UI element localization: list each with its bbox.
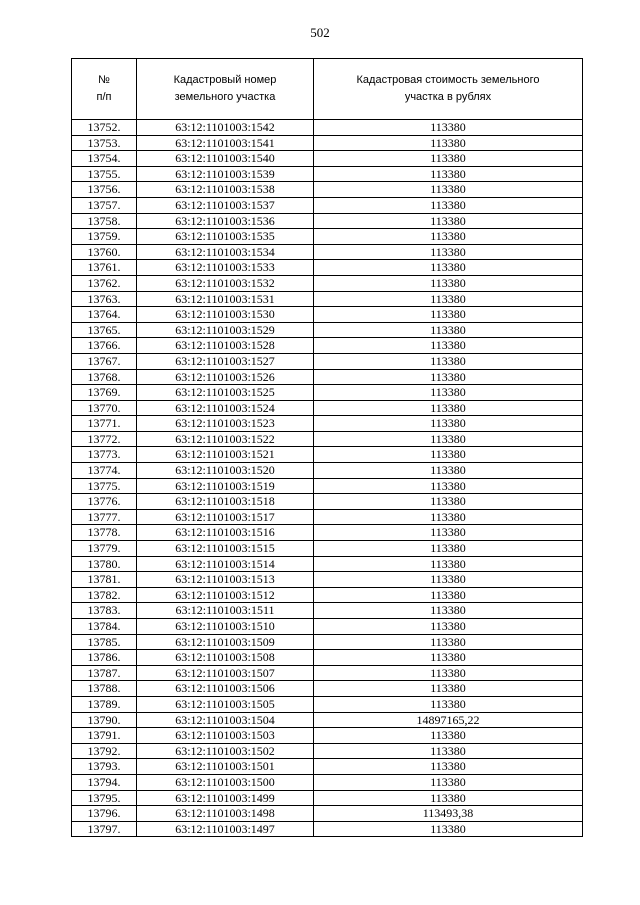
table-row <box>72 541 583 557</box>
table-row <box>72 135 583 151</box>
row-number-cell: 13772. <box>72 431 137 447</box>
row-number-cell: 13758. <box>72 213 137 229</box>
table-body <box>72 120 583 837</box>
cadastral-value-cell: 113380 <box>314 463 583 479</box>
cadastral-number-cell: 63:12:1101003:1533 <box>137 260 314 276</box>
cadastral-value-cell: 113380 <box>314 229 583 245</box>
table-row <box>72 431 583 447</box>
cadastral-number-cell: 63:12:1101003:1504 <box>137 712 314 728</box>
cadastral-value-cell: 113380 <box>314 541 583 557</box>
table-row <box>72 806 583 822</box>
cadastral-value-cell: 113380 <box>314 494 583 510</box>
table-row <box>72 120 583 136</box>
table-row <box>72 447 583 463</box>
row-number-cell: 13763. <box>72 291 137 307</box>
header-cadastral-number: Кадастровый номер земельного участка <box>137 59 314 120</box>
row-number-cell: 13776. <box>72 494 137 510</box>
cadastral-number-cell: 63:12:1101003:1542 <box>137 120 314 136</box>
cadastral-number-cell: 63:12:1101003:1517 <box>137 509 314 525</box>
cadastral-number-cell: 63:12:1101003:1516 <box>137 525 314 541</box>
table-row <box>72 478 583 494</box>
table-row <box>72 681 583 697</box>
table-row <box>72 229 583 245</box>
table-row <box>72 494 583 510</box>
cadastral-value-cell: 113380 <box>314 821 583 837</box>
cadastral-value-cell: 113380 <box>314 696 583 712</box>
row-number-cell: 13797. <box>72 821 137 837</box>
cadastral-value-cell: 113380 <box>314 774 583 790</box>
cadastral-number-cell: 63:12:1101003:1538 <box>137 182 314 198</box>
cadastral-number-cell: 63:12:1101003:1511 <box>137 603 314 619</box>
row-number-cell: 13787. <box>72 665 137 681</box>
cadastral-number-cell: 63:12:1101003:1541 <box>137 135 314 151</box>
row-number-cell: 13756. <box>72 182 137 198</box>
table-row <box>72 821 583 837</box>
cadastral-value-cell: 113380 <box>314 182 583 198</box>
cadastral-number-cell: 63:12:1101003:1503 <box>137 728 314 744</box>
cadastral-value-cell: 14897165,22 <box>314 712 583 728</box>
table-row <box>72 525 583 541</box>
table-row <box>72 151 583 167</box>
cadastral-number-cell: 63:12:1101003:1506 <box>137 681 314 697</box>
cadastral-value-cell: 113380 <box>314 681 583 697</box>
table-row <box>72 338 583 354</box>
row-number-cell: 13752. <box>72 120 137 136</box>
cadastral-value-cell: 113380 <box>314 665 583 681</box>
cadastral-number-cell: 63:12:1101003:1522 <box>137 431 314 447</box>
cadastral-number-cell: 63:12:1101003:1500 <box>137 774 314 790</box>
row-number-cell: 13775. <box>72 478 137 494</box>
cadastral-number-cell: 63:12:1101003:1537 <box>137 197 314 213</box>
table-row <box>72 244 583 260</box>
cadastral-value-cell: 113380 <box>314 260 583 276</box>
table-row <box>72 759 583 775</box>
table-row <box>72 650 583 666</box>
row-number-cell: 13777. <box>72 509 137 525</box>
cadastral-value-cell: 113380 <box>314 135 583 151</box>
row-number-cell: 13766. <box>72 338 137 354</box>
cadastral-value-cell: 113380 <box>314 353 583 369</box>
cadastral-number-cell: 63:12:1101003:1534 <box>137 244 314 260</box>
table-row <box>72 509 583 525</box>
cadastral-number-cell: 63:12:1101003:1539 <box>137 166 314 182</box>
cadastral-value-cell: 113380 <box>314 416 583 432</box>
cadastral-number-cell: 63:12:1101003:1528 <box>137 338 314 354</box>
table-row <box>72 275 583 291</box>
page-number: 502 <box>310 25 330 40</box>
cadastral-number-cell: 63:12:1101003:1518 <box>137 494 314 510</box>
table-row <box>72 556 583 572</box>
cadastral-value-cell: 113380 <box>314 743 583 759</box>
cadastral-number-cell: 63:12:1101003:1519 <box>137 478 314 494</box>
row-number-cell: 13784. <box>72 619 137 635</box>
cadastral-number-cell: 63:12:1101003:1530 <box>137 307 314 323</box>
cadastral-value-cell: 113380 <box>314 556 583 572</box>
cadastral-value-cell: 113380 <box>314 572 583 588</box>
cadastral-number-cell: 63:12:1101003:1531 <box>137 291 314 307</box>
cadastral-value-cell: 113380 <box>314 634 583 650</box>
cadastral-number-cell: 63:12:1101003:1502 <box>137 743 314 759</box>
cadastral-number-cell: 63:12:1101003:1529 <box>137 322 314 338</box>
cadastral-value-cell: 113380 <box>314 338 583 354</box>
row-number-cell: 13757. <box>72 197 137 213</box>
row-number-cell: 13765. <box>72 322 137 338</box>
cadastral-number-cell: 63:12:1101003:1508 <box>137 650 314 666</box>
cadastral-number-cell: 63:12:1101003:1512 <box>137 587 314 603</box>
cadastral-number-cell: 63:12:1101003:1532 <box>137 275 314 291</box>
cadastral-value-cell: 113380 <box>314 369 583 385</box>
row-number-cell: 13779. <box>72 541 137 557</box>
cadastral-number-cell: 63:12:1101003:1536 <box>137 213 314 229</box>
cadastral-number-cell: 63:12:1101003:1515 <box>137 541 314 557</box>
table-row <box>72 572 583 588</box>
cadastral-number-cell: 63:12:1101003:1497 <box>137 821 314 837</box>
table-row <box>72 619 583 635</box>
cadastral-value-cell: 113380 <box>314 213 583 229</box>
row-number-cell: 13780. <box>72 556 137 572</box>
cadastral-value-cell: 113380 <box>314 275 583 291</box>
cadastral-number-cell: 63:12:1101003:1510 <box>137 619 314 635</box>
cadastral-value-cell: 113380 <box>314 197 583 213</box>
row-number-cell: 13771. <box>72 416 137 432</box>
row-number-cell: 13785. <box>72 634 137 650</box>
cadastral-number-cell: 63:12:1101003:1501 <box>137 759 314 775</box>
row-number-cell: 13796. <box>72 806 137 822</box>
cadastral-value-cell: 113380 <box>314 525 583 541</box>
cadastral-number-cell: 63:12:1101003:1540 <box>137 151 314 167</box>
row-number-cell: 13754. <box>72 151 137 167</box>
cadastral-number-cell: 63:12:1101003:1526 <box>137 369 314 385</box>
cadastral-value-cell: 113380 <box>314 244 583 260</box>
table-row <box>72 696 583 712</box>
row-number-cell: 13760. <box>72 244 137 260</box>
cadastral-value-cell: 113493,38 <box>314 806 583 822</box>
row-number-cell: 13788. <box>72 681 137 697</box>
cadastral-value-cell: 113380 <box>314 431 583 447</box>
table-row <box>72 307 583 323</box>
row-number-cell: 13795. <box>72 790 137 806</box>
cadastral-number-cell: 63:12:1101003:1524 <box>137 400 314 416</box>
table-row <box>72 587 583 603</box>
row-number-cell: 13770. <box>72 400 137 416</box>
row-number-cell: 13786. <box>72 650 137 666</box>
row-number-cell: 13774. <box>72 463 137 479</box>
table-row <box>72 322 583 338</box>
cadastral-number-cell: 63:12:1101003:1513 <box>137 572 314 588</box>
table-row <box>72 728 583 744</box>
cadastral-value-cell: 113380 <box>314 307 583 323</box>
row-number-cell: 13778. <box>72 525 137 541</box>
row-number-cell: 13755. <box>72 166 137 182</box>
table-row <box>72 400 583 416</box>
cadastral-number-cell: 63:12:1101003:1507 <box>137 665 314 681</box>
row-number-cell: 13794. <box>72 774 137 790</box>
cadastral-value-cell: 113380 <box>314 385 583 401</box>
cadastral-value-cell: 113380 <box>314 151 583 167</box>
cadastral-value-cell: 113380 <box>314 400 583 416</box>
table-row <box>72 712 583 728</box>
header-cadastral-value: Кадастровая стоимость земельного участка в рублях <box>314 59 583 120</box>
table-row <box>72 260 583 276</box>
row-number-cell: 13759. <box>72 229 137 245</box>
table-row <box>72 197 583 213</box>
row-number-cell: 13790. <box>72 712 137 728</box>
row-number-cell: 13782. <box>72 587 137 603</box>
row-number-cell: 13791. <box>72 728 137 744</box>
row-number-cell: 13783. <box>72 603 137 619</box>
cadastral-number-cell: 63:12:1101003:1498 <box>137 806 314 822</box>
row-number-cell: 13789. <box>72 696 137 712</box>
cadastral-value-cell: 113380 <box>314 166 583 182</box>
cadastral-value-cell: 113380 <box>314 759 583 775</box>
row-number-cell: 13764. <box>72 307 137 323</box>
row-number-cell: 13753. <box>72 135 137 151</box>
cadastral-number-cell: 63:12:1101003:1514 <box>137 556 314 572</box>
table-row <box>72 774 583 790</box>
row-number-cell: 13792. <box>72 743 137 759</box>
table-row <box>72 665 583 681</box>
table-row <box>72 790 583 806</box>
table-row <box>72 634 583 650</box>
row-number-cell: 13769. <box>72 385 137 401</box>
cadastral-number-cell: 63:12:1101003:1525 <box>137 385 314 401</box>
cadastral-number-cell: 63:12:1101003:1535 <box>137 229 314 245</box>
table-row <box>72 182 583 198</box>
table-row <box>72 369 583 385</box>
cadastral-number-cell: 63:12:1101003:1520 <box>137 463 314 479</box>
cadastral-value-cell: 113380 <box>314 650 583 666</box>
cadastral-number-cell: 63:12:1101003:1499 <box>137 790 314 806</box>
table-row <box>72 353 583 369</box>
cadastral-number-cell: 63:12:1101003:1505 <box>137 696 314 712</box>
cadastral-value-cell: 113380 <box>314 478 583 494</box>
cadastral-value-cell: 113380 <box>314 291 583 307</box>
cadastral-number-cell: 63:12:1101003:1527 <box>137 353 314 369</box>
cadastral-value-cell: 113380 <box>314 728 583 744</box>
row-number-cell: 13767. <box>72 353 137 369</box>
table-row <box>72 291 583 307</box>
cadastral-value-table <box>71 58 583 837</box>
table-row <box>72 463 583 479</box>
row-number-cell: 13768. <box>72 369 137 385</box>
row-number-cell: 13781. <box>72 572 137 588</box>
table-row <box>72 213 583 229</box>
cadastral-value-cell: 113380 <box>314 447 583 463</box>
cadastral-value-cell: 113380 <box>314 120 583 136</box>
table-row <box>72 166 583 182</box>
row-number-cell: 13793. <box>72 759 137 775</box>
cadastral-number-cell: 63:12:1101003:1509 <box>137 634 314 650</box>
table-row <box>72 743 583 759</box>
table-row <box>72 416 583 432</box>
row-number-cell: 13762. <box>72 275 137 291</box>
cadastral-value-cell: 113380 <box>314 509 583 525</box>
cadastral-value-cell: 113380 <box>314 322 583 338</box>
table-row <box>72 603 583 619</box>
cadastral-value-cell: 113380 <box>314 619 583 635</box>
cadastral-number-cell: 63:12:1101003:1521 <box>137 447 314 463</box>
row-number-cell: 13761. <box>72 260 137 276</box>
table-header-row <box>72 59 583 120</box>
cadastral-value-cell: 113380 <box>314 603 583 619</box>
header-number: № п/п <box>72 59 137 120</box>
cadastral-value-cell: 113380 <box>314 790 583 806</box>
row-number-cell: 13773. <box>72 447 137 463</box>
cadastral-number-cell: 63:12:1101003:1523 <box>137 416 314 432</box>
table-row <box>72 385 583 401</box>
cadastral-value-cell: 113380 <box>314 587 583 603</box>
